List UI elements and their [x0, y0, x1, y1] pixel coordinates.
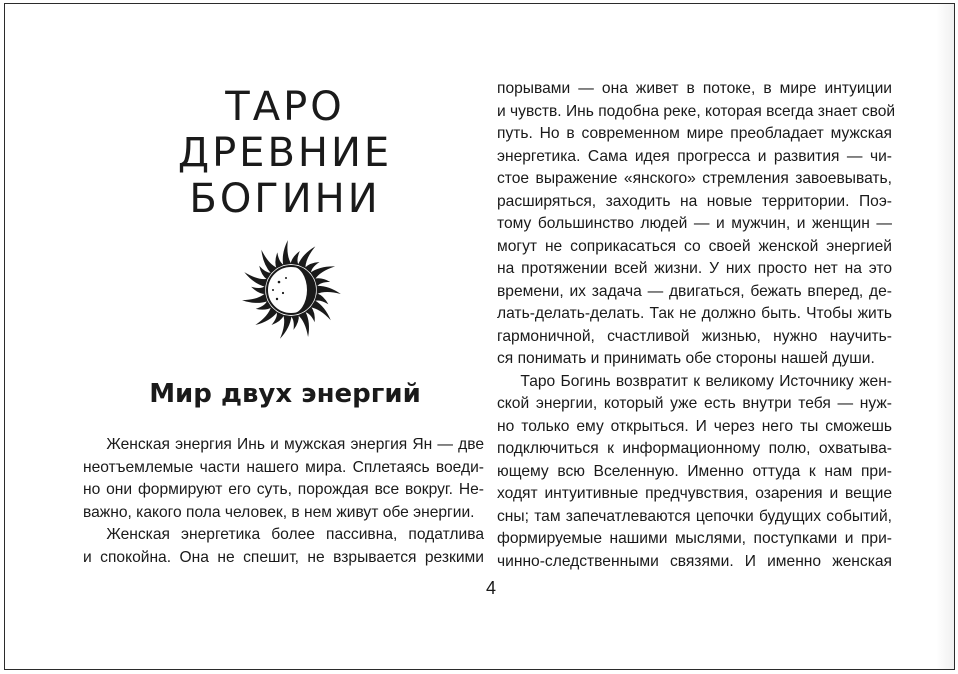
sun-ray	[291, 315, 299, 330]
text-line: могут не соприкасаться со своей женской энергией	[497, 237, 892, 255]
sun-ray	[298, 312, 309, 337]
right-column-text	[497, 78, 896, 573]
text-line: энергетика. Сама идея прогресса и развития — чи-	[497, 147, 892, 165]
text-line: ской энергии, который уже есть внутри тебя — нуж-	[497, 395, 892, 412]
sun-ray	[291, 251, 300, 265]
text-line: важно, какого пола человек, в нем живут обе энергии.	[83, 503, 475, 521]
text-line: на протяжении всей жизни. У них просто нет на это	[497, 260, 892, 277]
sun-ray	[314, 278, 330, 286]
sun-ray	[261, 250, 277, 274]
text-line: но они формируют его суть, порождая все вокруг. Не-	[83, 481, 484, 498]
text-line: стое выражение «янского» стремления завоевывать,	[497, 170, 892, 187]
text-line: лать-делать-делать. Так не должно быть. Чтобы жить	[497, 305, 892, 322]
text-line: тому большинство людей — и мужчин, и женщин —	[497, 215, 892, 232]
text-line: ходят интуитивные предчувствия, озарения и вещие	[497, 485, 892, 502]
text-line: Женская энергетика более пассивна, податлива	[83, 526, 484, 543]
text-line: ющему всю Вселенную. Именно оттуда к нам при-	[497, 462, 892, 480]
section-heading: Мир двух энергий	[149, 379, 421, 409]
text-line: расширяться, заходить на новые территории. Поэ-	[497, 192, 892, 210]
page-edge-shadow	[936, 4, 954, 669]
text-line: Женская энергия Инь и мужская энергия Ян — две	[83, 436, 484, 453]
sun-ray	[310, 266, 335, 279]
sun-ray	[317, 286, 341, 294]
page-title	[85, 84, 485, 222]
text-line: подключиться к информационному полю, охватыва-	[497, 440, 892, 457]
text-line: гармоничной, счастливой жизнью, нужно научить-	[497, 327, 892, 345]
text-line: Таро Богинь возвратит к великому Источнику жен-	[497, 372, 892, 390]
title-line: БОГИНИ	[189, 176, 381, 222]
book-page	[4, 3, 955, 670]
text-line: сны; там запечатлеваются цепочки будущих событий,	[497, 507, 892, 525]
left-column-text	[83, 434, 484, 569]
text-line: и спокойна. Она не спешит, не взрывается резкими	[83, 548, 484, 566]
title-line: ДРЕВНИЕ	[177, 130, 393, 176]
sun-moon-icon	[238, 237, 344, 343]
title-line: ТАРО	[225, 84, 345, 130]
text-line: чинно-следственными связями. И именно женская	[497, 552, 892, 570]
text-line: путь. Но в современном мире преобладает мужская	[497, 125, 892, 142]
text-line: времени, их задача — двигаться, бежать вперед, де-	[497, 282, 892, 300]
page-number: 4	[485, 578, 496, 598]
sun-ray	[242, 293, 267, 303]
text-line: но только ему открыться. И через него ты сможешь	[497, 417, 892, 435]
text-line: неотъемлемые части нашего мира. Сплетаясь воеди-	[83, 458, 484, 476]
text-line: порывами — она живет в потоке, в мире интуиции	[497, 80, 892, 97]
text-line: ся понимать и принимать обе стороны нашей души.	[497, 350, 875, 367]
sun-ray	[283, 240, 292, 265]
text-line: и чувств. Инь подобна реке, которая всегда знает свой	[497, 102, 896, 120]
text-line: формируемые нашими мыслями, поступками и при-	[497, 530, 892, 547]
sun-ray	[251, 286, 265, 294]
